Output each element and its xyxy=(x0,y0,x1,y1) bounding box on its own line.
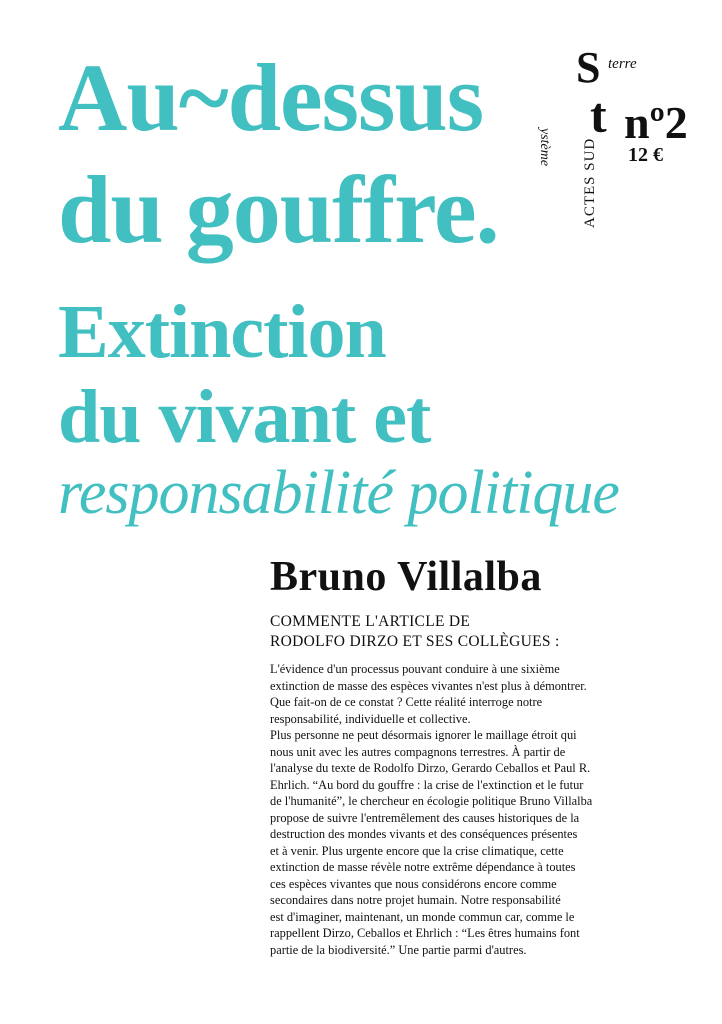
logo-letter-s: S xyxy=(576,43,601,92)
blurb-line: extinction de masse des espèces vivantes n'est plus à démontrer. xyxy=(270,678,587,693)
blurb-line: est d'imaginer, maintenant, un monde commun car, comme le xyxy=(270,909,575,924)
blurb-line: propose de suivre l'entremêlement des causes historiques de la xyxy=(270,810,580,825)
blurb-line: secondaires dans notre projet humain. Notre responsabilité xyxy=(270,893,561,907)
blurb-line: rappellent Dirzo, Ceballos et Ehrlich : “Les êtres humains font xyxy=(270,926,580,940)
publisher-name: ACTES SUD xyxy=(582,137,598,228)
subtitle-line-2: du vivant et xyxy=(58,375,431,459)
blurb-line: Ehrlich. “Au bord du gouffre : la crise de l'extinction et le futur xyxy=(270,777,584,792)
blurb-line: destruction des mondes vivants et des conséquences présentes xyxy=(270,827,578,841)
blurb-text xyxy=(270,661,610,958)
blurb-line: Plus personne ne peut désormais ignorer le maillage étroit qui xyxy=(270,728,577,742)
series-logo xyxy=(537,43,702,238)
blurb-line: ces espèces vivantes que nous considérons encore comme xyxy=(270,876,557,891)
subtitle-line-3: responsabilité politique xyxy=(58,459,619,527)
logo-systeme: ystème xyxy=(537,128,552,167)
blurb-line: Que fait-on de ce constat ? Cette réalité interroge notre xyxy=(270,695,543,709)
blurb-line: partie de la biodiversité.” Une partie parmi d'autres. xyxy=(270,942,527,957)
logo-letter-t: t xyxy=(590,87,607,143)
blurb-line: responsabilité, individuelle et collective. xyxy=(270,711,471,726)
blurb-line: L'évidence d'un processus pouvant conduire à une sixième xyxy=(270,662,560,676)
blurb-line: de l'humanité”, le chercheur en écologie politique Bruno Villalba xyxy=(270,794,593,808)
author-name: Bruno Villalba xyxy=(270,554,542,600)
title-line-2: du gouffre. xyxy=(58,156,499,263)
title-line-1: Au~dessus xyxy=(58,44,484,151)
blurb-line: nous unit avec les autres compagnons terrestres. À partir de xyxy=(270,744,566,759)
price-label: 12 € xyxy=(628,144,663,166)
kicker xyxy=(270,612,560,652)
blurb-line: et à venir. Plus urgente encore que la crise climatique, cette xyxy=(270,843,564,858)
blurb-line: extinction de masse révèle notre extrême dépendance à toutes xyxy=(270,860,576,874)
subtitle-line-1: Extinction xyxy=(58,290,386,374)
kicker-line-2: RODOLFO DIRZO ET SES COLLÈGUES : xyxy=(270,633,560,650)
issue-number: nº2 xyxy=(624,97,688,148)
logo-terre: terre xyxy=(608,56,637,72)
kicker-line-1: COMMENTE L'ARTICLE DE xyxy=(270,613,471,630)
blurb-line: l'analyse du texte de Rodolfo Dirzo, Gerardo Ceballos et Paul R. xyxy=(270,761,591,775)
